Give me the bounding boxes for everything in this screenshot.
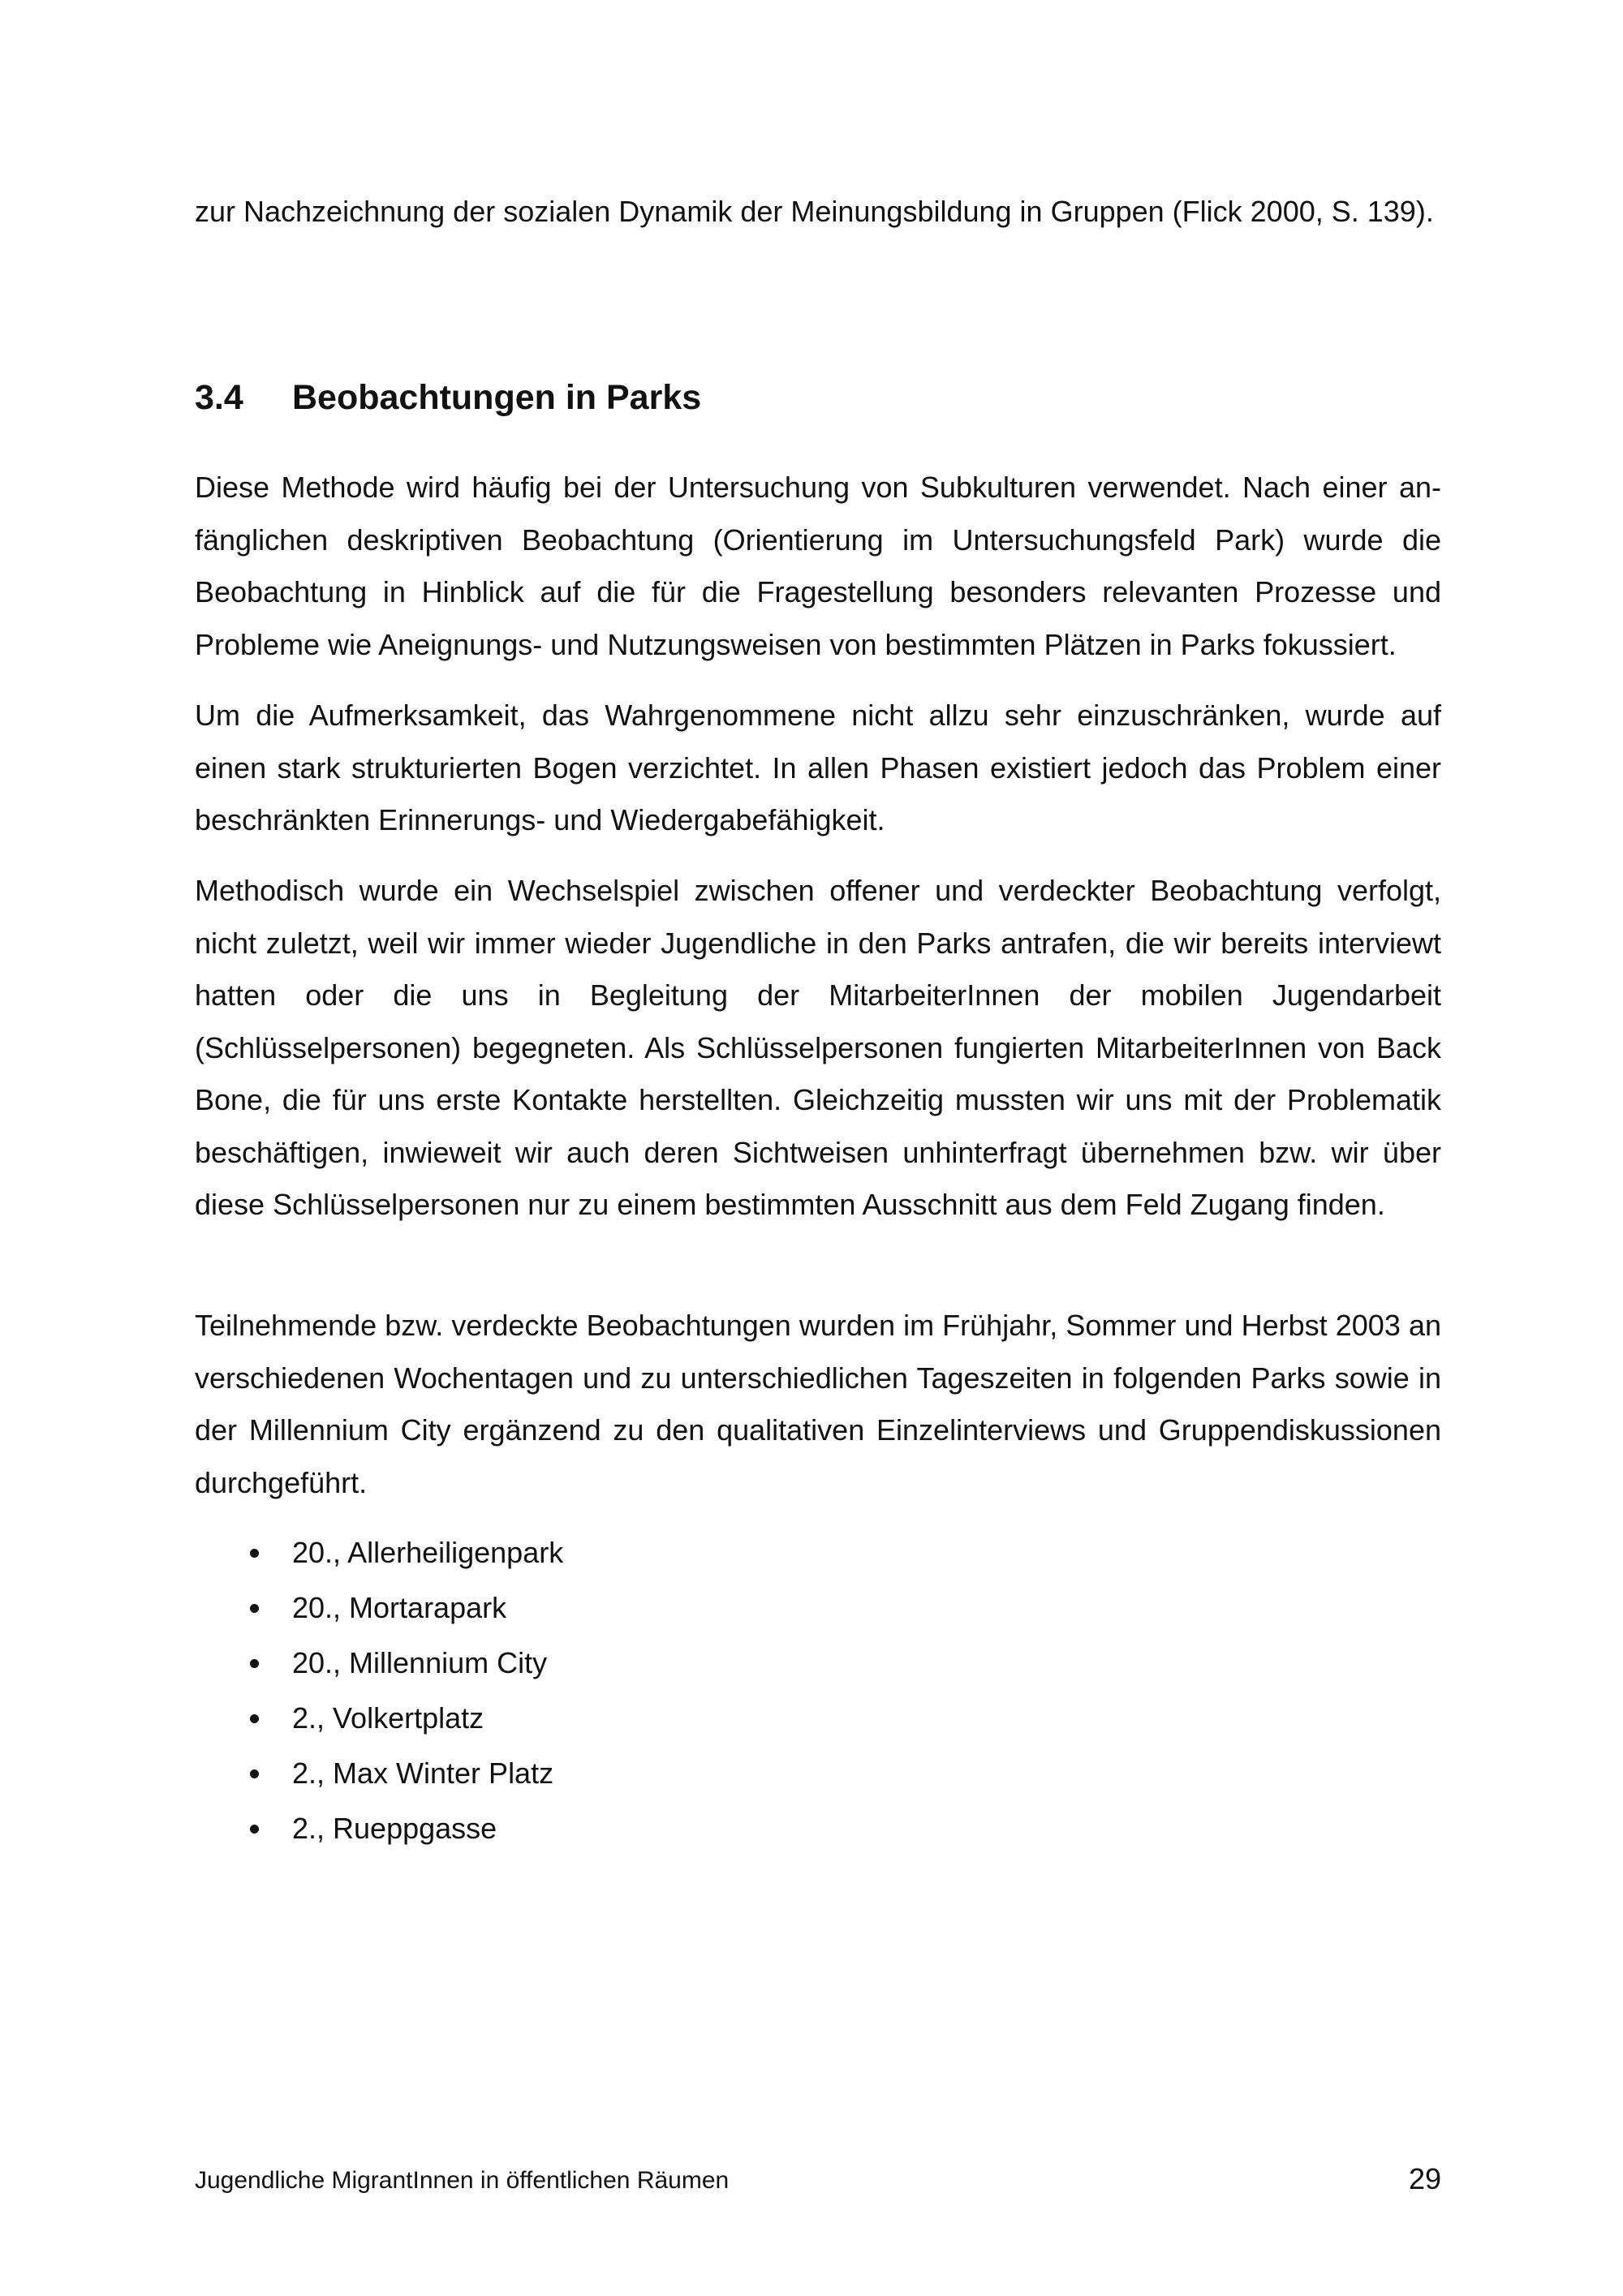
list-item [195,1636,563,1691]
bullet-icon [250,1769,259,1778]
bullet-icon [250,1659,259,1668]
location-list [195,1525,563,1856]
paragraph-attention: Um die Aufmerksamkeit, das Wahrgenommene nicht allzu sehr einzuschränken, wurde auf einen stark strukturierten Bogen verzichtet. In allen Phasen existiert jedoch das Problem einer beschränkten Erinnerungs- und Wiedergabefähigkeit. [195,699,1441,836]
paragraph-method-intro: Diese Methode wird häufig bei der Untersuchung von Subkulturen verwendet. Nach einer anfänglichen deskriptiven Beobachtung (Orientierung im Untersuchungsfeld Park) wurde die Beobachtung in Hinblick auf die für die Fragestellung besonders relevanten Prozesse und Probleme wie Aneignungs- und Nutzungsweisen von bestimmten Plätzen in Parks fokussiert. [195,471,1441,661]
bullet-icon [250,1714,259,1723]
page-footer [195,2162,1441,2203]
bullet-icon [250,1549,259,1558]
bullet-icon [250,1825,259,1834]
footer-title: Jugendliche MigrantInnen in öffentlichen Räumen [195,2167,730,2194]
paragraph-methodology: Methodisch wurde ein Wechselspiel zwischen offener und verdeckter Beobachtung verfolgt, nicht zuletzt, weil wir immer wieder Jugendliche in den Parks antrafen, die wir bereits interviewt hatten oder die uns in Begleitung der MitarbeiterInnen der mobilen Jugendarbeit (Schlüsselpersonen) begegneten. Als Schlüsselpersonen fungierten MitarbeiterInnen von Back Bone, die für uns erste Kontakte herstellten. Gleichzeitig mussten wir uns mit der Problematik beschäftigen, inwieweit wir auch deren Sichtweisen unhinterfragt übernehmen bzw. wir über diese Schlüsselpersonen nur zu einem bestimmten Ausschnitt aus dem Feld Zugang finden. [195,874,1441,1221]
page-number: 29 [1408,2162,1441,2195]
list-item [195,1525,563,1580]
list-item-text: 20., Millennium City [292,1646,548,1679]
list-item [195,1801,563,1856]
list-item-text: 20., Allerheiligenpark [292,1536,564,1569]
section-title: Beobachtungen in Parks [292,378,702,417]
continuation-paragraph: zur Nachzeichnung der sozialen Dynamik der Meinungsbildung in Gruppen (Flick 2000, S. 139). [195,195,1434,228]
document-page [195,0,1441,2296]
list-item-text: 2., Max Winter Platz [292,1756,554,1790]
list-item [195,1746,563,1801]
section-heading [195,373,701,422]
list-item-text: 20., Mortarapark [292,1591,507,1624]
list-item-text: 2., Volkertplatz [292,1701,484,1735]
section-number: 3.4 [195,378,243,417]
list-item [195,1691,563,1746]
paragraph-observations: Teilnehmende bzw. verdeckte Beobachtungen wurden im Frühjahr, Sommer und Herbst 2003 an verschiedenen Wochentagen und zu unterschiedlichen Tageszeiten in folgenden Parks sowie in der Millennium City ergänzend zu den qualitativen Einzelinterviews und Gruppendiskussionen durchgeführt. [195,1309,1441,1499]
list-item-text: 2., Rueppgasse [292,1812,497,1845]
list-item [195,1580,563,1636]
bullet-icon [250,1604,259,1613]
